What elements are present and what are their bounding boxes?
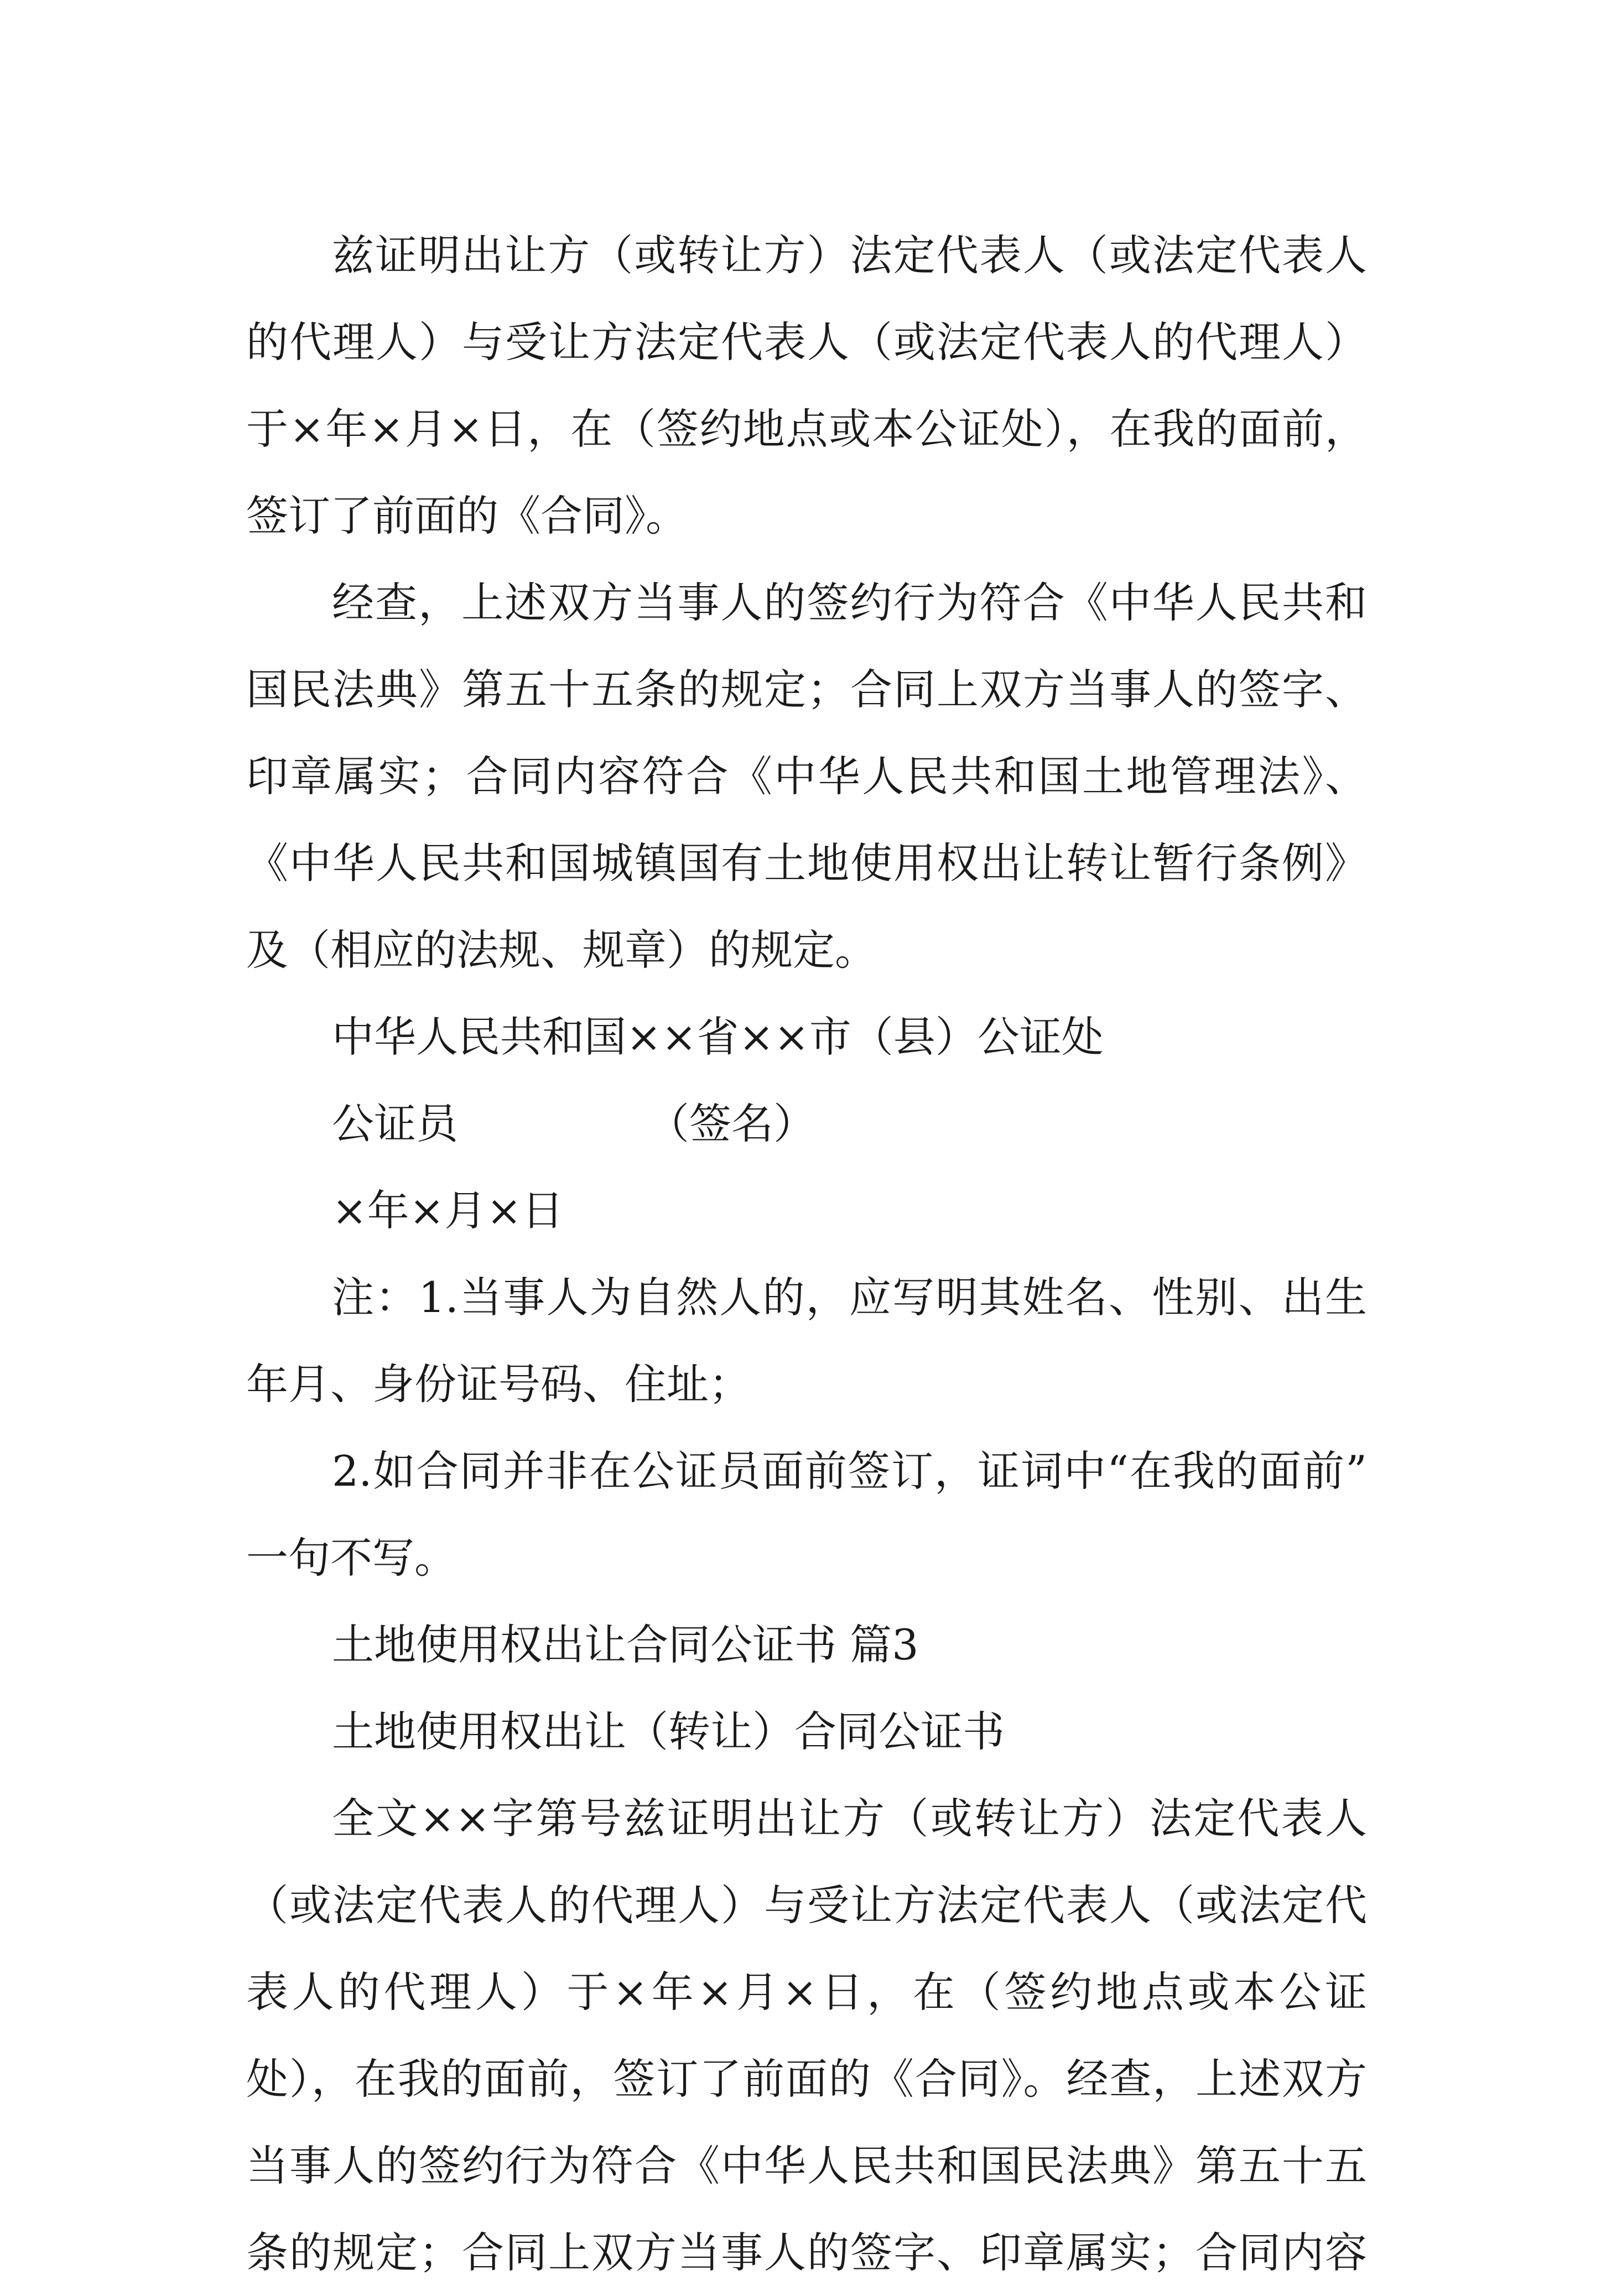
text-line: 兹证明出让方（或转让方）法定代表人（或法定代表人 [332, 231, 1367, 280]
text-line: 印章属实；合同内容符合《中华人民共和国土地管理法》、 [246, 752, 1367, 801]
note-line: 2.如合同并非在公证员面前签订，证词中“在我的面前” [332, 1446, 1367, 1496]
text-line: 全文××字第号兹证明出让方（或转让方）法定代表人 [332, 1794, 1367, 1843]
text-line: （或法定代表人的代理人）与受让方法定代表人（或法定代 [246, 1881, 1367, 1930]
text-line: 及（相应的法规、规章）的规定。 [246, 925, 877, 975]
section-title: 土地使用权出让（转让）合同公证书 [332, 1707, 1005, 1756]
text-line: 《中华人民共和国城镇国有土地使用权出让转让暂行条例》 [246, 839, 1367, 888]
text-line: 国民法典》第五十五条的规定；合同上双方当事人的签字、 [246, 665, 1367, 714]
text-line: 表人的代理人）于×年×月×日，在（签约地点或本公证 [246, 1967, 1367, 2017]
text-line: 的代理人）与受让方法定代表人（或法定代表人的代理人） [246, 317, 1367, 367]
text-line: 于×年×月×日，在（签约地点或本公证处），在我的面前， [246, 404, 1367, 454]
text-line: 经查，上述双方当事人的签约行为符合《中华人民共和 [332, 578, 1367, 627]
note-line: 年月、身份证号码、住址； [246, 1360, 751, 1409]
notary-signature-line: 公证员 （签名） [332, 1099, 815, 1148]
text-line: 当事人的签约行为符合《中华人民共和国民法典》第五十五 [246, 2141, 1367, 2190]
document-body [246, 212, 1367, 2296]
note-line: 注：1.当事人为自然人的，应写明其姓名、性别、出生 [332, 1273, 1367, 1322]
text-line: 处），在我的面前，签订了前面的《合同》。经查，上述双方 [246, 2054, 1367, 2104]
section-heading: 土地使用权出让合同公证书 篇3 [332, 1620, 919, 1669]
note-line: 一句不写。 [246, 1533, 456, 1582]
notary-office-line: 中华人民共和国××省××市（县）公证处 [332, 1012, 1104, 1061]
text-line: 签订了前面的《合同》。 [246, 491, 688, 540]
date-line: ×年×月×日 [332, 1186, 564, 1235]
text-line: 条的规定；合同上双方当事人的签字、印章属实；合同内容 [246, 2228, 1367, 2277]
